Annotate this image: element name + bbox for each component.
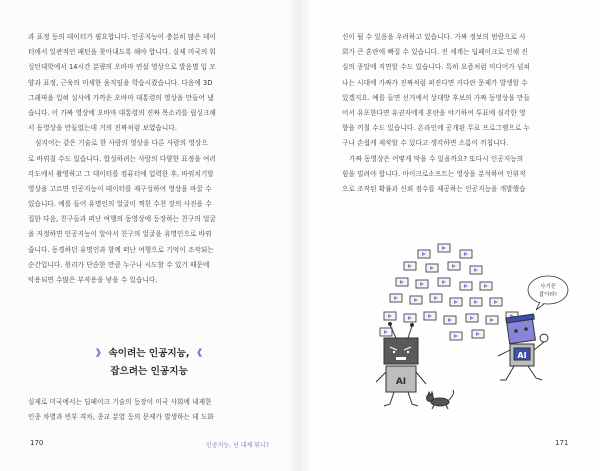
video-frame-icon (444, 316, 456, 324)
video-frame-icon (460, 250, 472, 258)
video-frame-icon (426, 264, 438, 272)
video-frame-icon (416, 280, 428, 288)
video-frame-icon (460, 282, 472, 290)
text-line: 인종 차별과 빈부 격차, 종교 분열 등의 문제가 발생하는 데 도화 (28, 413, 214, 422)
video-frame-icon (470, 298, 482, 306)
text-line: 구나 손쉽게 제작할 수 있다고 생각하면 소름이 끼칩니다. (342, 139, 509, 148)
section-heading (28, 345, 270, 380)
text-line: 과 표정 등의 데이터가 필요합니다. 인공지능이 충분히 많은 데이 (28, 33, 216, 41)
video-frame-icon (438, 278, 450, 286)
text-line: 향을 끼칠 수도 있습니다. 온라인에 공개된 무료 프로그램으로 누 (342, 124, 530, 133)
video-frame-icon (490, 298, 502, 306)
text-line: 터에서 일관적인 패턴을 찾아내도록 해야 합니다. 실제 미국의 워 (28, 48, 216, 57)
text-line: 실제로 미국에서는 딥페이크 기술의 등장이 미국 사회에 내재한 (28, 398, 212, 406)
video-frame-icon (380, 328, 392, 336)
text-line: 영상을 고르면 인공지능이 데이터를 재구성하여 영상을 바꿀 수 (28, 184, 212, 193)
speech-bubble-line-1: 사기꾼 (540, 284, 556, 290)
text-line: 그래픽을 입혀 실사에 가까운 오바마 대통령의 영상을 만들어 냈 (28, 93, 214, 102)
video-frame-icon (424, 312, 436, 320)
illustration (300, 0, 600, 471)
video-frame-icon (450, 298, 462, 306)
video-frame-icon (384, 312, 396, 320)
robot-right (498, 314, 548, 380)
heading-line-1: 속이려는 인공지능, (108, 348, 190, 359)
video-frames (380, 244, 518, 340)
text-line: 어서 유포한다면 유권자에게 혼란을 야기하여 투표에 심각한 영 (342, 108, 526, 117)
video-frame-icon (472, 330, 484, 338)
heading-line-2: 잡으려는 인공지능 (110, 366, 188, 377)
text-line: 나는 시대에 가짜가 진짜처럼 퍼진다면 커다란 문제가 발생할 수 (342, 78, 528, 87)
text-line: 힘을 빌려야 합니다. 마이크로소프트는 영상을 분석하여 인위적 (342, 169, 526, 178)
text-line: 로 바꿔칠 수도 있습니다. 합성하려는 사람의 다양한 표정을 여러 (28, 154, 216, 163)
speech-bubble (528, 276, 568, 310)
text-line: 줍니다. 동경하던 유명인과 함께 떠난 여행으로 기억이 조작되는 (28, 245, 214, 254)
text-line: 가짜 동영상은 어떻게 막을 수 있을까요? 또다시 인공지능의 (349, 154, 524, 163)
text-line: 싱턴대학에서 14시간 분량의 오바마 연설 영상으로 발음별 입 모 (28, 63, 216, 72)
running-head: 인공지능, 넌 대체 뭐니? (206, 442, 269, 449)
right-page (300, 0, 600, 471)
speech-bubble-line-2: 잡아라! (538, 292, 558, 298)
text-line: 습니다. 이 가짜 영상에 오바마 대통령의 진짜 목소리를 립싱크해 (28, 108, 216, 117)
heading-mark-left: 》 (96, 349, 106, 359)
text-line: 실의 종말에 직면할 수도 있습니다. 특히 요즘처럼 미디어가 넘쳐 (342, 63, 530, 72)
heading-mark-right: 《 (192, 349, 202, 359)
text-line: 으로 조작된 확률과 신뢰 점수를 제공하는 인공지능을 개발했습 (342, 184, 526, 193)
video-frame-icon (404, 262, 416, 270)
robot-left-label: AI (395, 377, 407, 387)
text-line: 을 지정하면 인공지능이 알아서 친구의 얼굴을 유명인으로 바꿔 (28, 230, 212, 239)
video-frame-icon (480, 282, 492, 290)
page-number-right: 171 (555, 439, 569, 447)
left-body-text (28, 30, 270, 288)
text-line: 있겠지요. 예를 들면 선거에서 상대방 후보의 가짜 동영상을 만들 (342, 93, 530, 102)
text-line: 악용되면 수많은 부작용을 낳을 수 있습니다. (28, 276, 158, 284)
robot-right-label: AI (517, 351, 527, 360)
text-line: 회가 큰 혼란에 빠질 수 있습니다. 전 세계는 딥페이크로 인해 진 (342, 48, 528, 57)
video-frame-icon (486, 316, 498, 324)
video-frame-icon (410, 296, 422, 304)
video-frame-icon (450, 332, 462, 340)
text-line: 양과 표정, 근육의 미세한 움직임을 학습시켰습니다. 다음에 3D (28, 78, 213, 87)
text-line: 집한 다음, 친구들과 떠난 여행의 동영상에 등장하는 친구의 얼굴 (28, 215, 216, 224)
video-frame-icon (448, 262, 460, 270)
cat (427, 390, 454, 409)
text-line: 선이 될 수 있음을 우려하고 있습니다. 가짜 정보의 범람으로 사 (342, 33, 526, 41)
text-line: 서 동영상을 만들었는데 거의 진짜처럼 보였습니다. (28, 124, 178, 133)
book-gutter (288, 0, 312, 471)
video-frame-icon (438, 244, 450, 252)
video-frame-icon (396, 278, 408, 286)
video-frame-icon (390, 294, 402, 302)
video-frame-icon (418, 250, 430, 258)
video-frame-icon (470, 266, 482, 274)
video-frame-icon (466, 314, 478, 322)
video-frame-icon (430, 294, 442, 302)
left-body-text-bottom (28, 395, 270, 425)
text-line: 순간입니다. 원리가 단순한 만큼 누구나 시도할 수 있기 때문에 (28, 260, 210, 269)
page-number-left: 170 (30, 439, 44, 447)
text-line: 각도에서 촬영하고 그 데이터를 컴퓨터에 입력한 후, 바꿔치기할 (28, 169, 214, 178)
video-frame-icon (404, 314, 416, 322)
text-line: 있습니다. 예를 들어 유명인의 얼굴이 찍힌 수천 장의 사진을 수 (28, 200, 212, 209)
text-line: 심지어는 같은 기술로 한 사람의 영상을 다른 사람의 영상으 (35, 139, 208, 148)
